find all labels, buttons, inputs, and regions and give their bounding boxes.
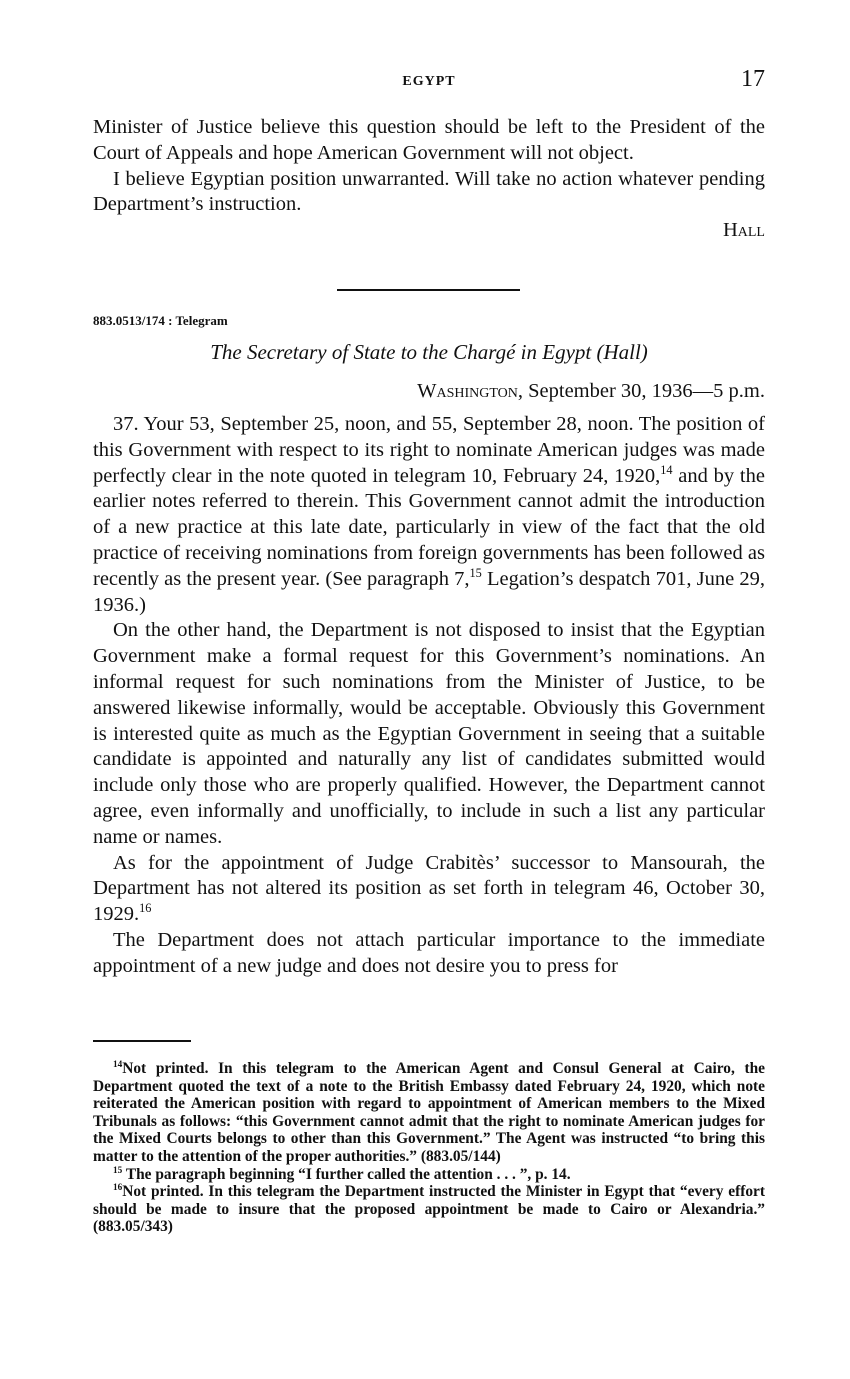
running-head [93,66,765,96]
footnote-ref: 16 [139,901,152,916]
paragraph [93,412,765,618]
footnote [93,1166,765,1184]
paragraph: Minister of Justice believe this question should be left to the President of the Court of Appeals and hope American Government will not object. [93,116,765,164]
footnotes [93,1060,765,1236]
footnote-ref: 15 [469,565,482,580]
footnote-mark: 14 [113,1058,123,1069]
paragraph-text: 37. Your 53, September 25, noon, and 55, September 28, noon. The position of this Government with respect to its right to nominate American judges was made perfectly clear in the note quoted in telegram 10, February 24, 1920, [93,413,765,487]
footnote-rule [93,1040,191,1042]
dateline-date: September 30, 1936—5 p.m. [528,380,765,402]
paragraph-text: and by the earlier notes referred to therein. This Government cannot admit the introduction of a new practice at this late date, particularly in view of the fact that the old practice of receiving nominations from foreign governments has been followed as recently as the present year. (See paragraph 7, [93,464,765,590]
telegram-body [93,412,765,980]
footnote-ref: 14 [660,462,673,477]
footnote-text: Not printed. In this telegram to the American Agent and Consul General at Cairo, the Department quoted the text of a note to the British Embassy dated February 24, 1920, which note reiterated the American position with regard to appointment of American members to the Mixed Tribunals as follows: “this Government cannot admit that the right to nominate American judges for the Mixed Courts belongs to other than this Government.” The Agent was instructed “to bring this matter to the attention of the proper authorities.” (883.05/144) [93,1060,765,1165]
footnote-text: Not printed. In this telegram the Department instructed the Minister in Egypt that “every effort should be made to insure that the proposed appointment be made to Cairo or Alexandria.” (883.05/343) [93,1183,765,1236]
dateline-place: Washington, [417,380,523,402]
previous-message [93,115,765,244]
paragraph [93,851,765,928]
footnote-mark: 16 [113,1182,123,1193]
document-title: The Secretary of State to the Chargé in Egypt (Hall) [210,340,648,364]
file-reference: 883.0513/174 : Telegram [93,313,228,328]
signature: Hall [722,219,765,242]
dateline [417,380,765,403]
paragraph-text: Legation’s despatch 701, June 29, 1936.) [93,567,765,616]
paragraph: I believe Egyptian position unwarranted. Will take no action whatever pending Department’s instruction. [93,167,765,216]
paragraph: On the other hand, the Department is not disposed to insist that the Egyptian Government make a formal request for this Government’s nominations. An informal request for such nominations from the Minister of Justice, to be answered likewise informally, would be acceptable. Obviously this Government is interested quite as much as the Egyptian Government in seeing that a suitable candidate is appointed and naturally any list of candidates submitted would include only those who are properly qualified. However, the Department cannot agree, even informally and unofficially, to include in such a list any particular name or names. [93,619,765,848]
paragraph: The Department does not attach particular importance to the immediate appointment of a new judge and does not desire you to press for [93,928,765,977]
footnote-text: The paragraph beginning “I further called the attention . . . ”, p. 14. [125,1165,571,1183]
section-divider [337,289,520,291]
footnote-mark: 15 [113,1164,123,1175]
running-title: EGYPT [402,74,456,89]
paragraph-text: As for the appointment of Judge Crabitès’ successor to Mansourah, the Department has not altered its position as set forth in telegram 46, October 30, 1929. [93,851,765,926]
footnote [93,1183,765,1236]
page-number: 17 [741,66,765,92]
footnote [93,1060,765,1166]
